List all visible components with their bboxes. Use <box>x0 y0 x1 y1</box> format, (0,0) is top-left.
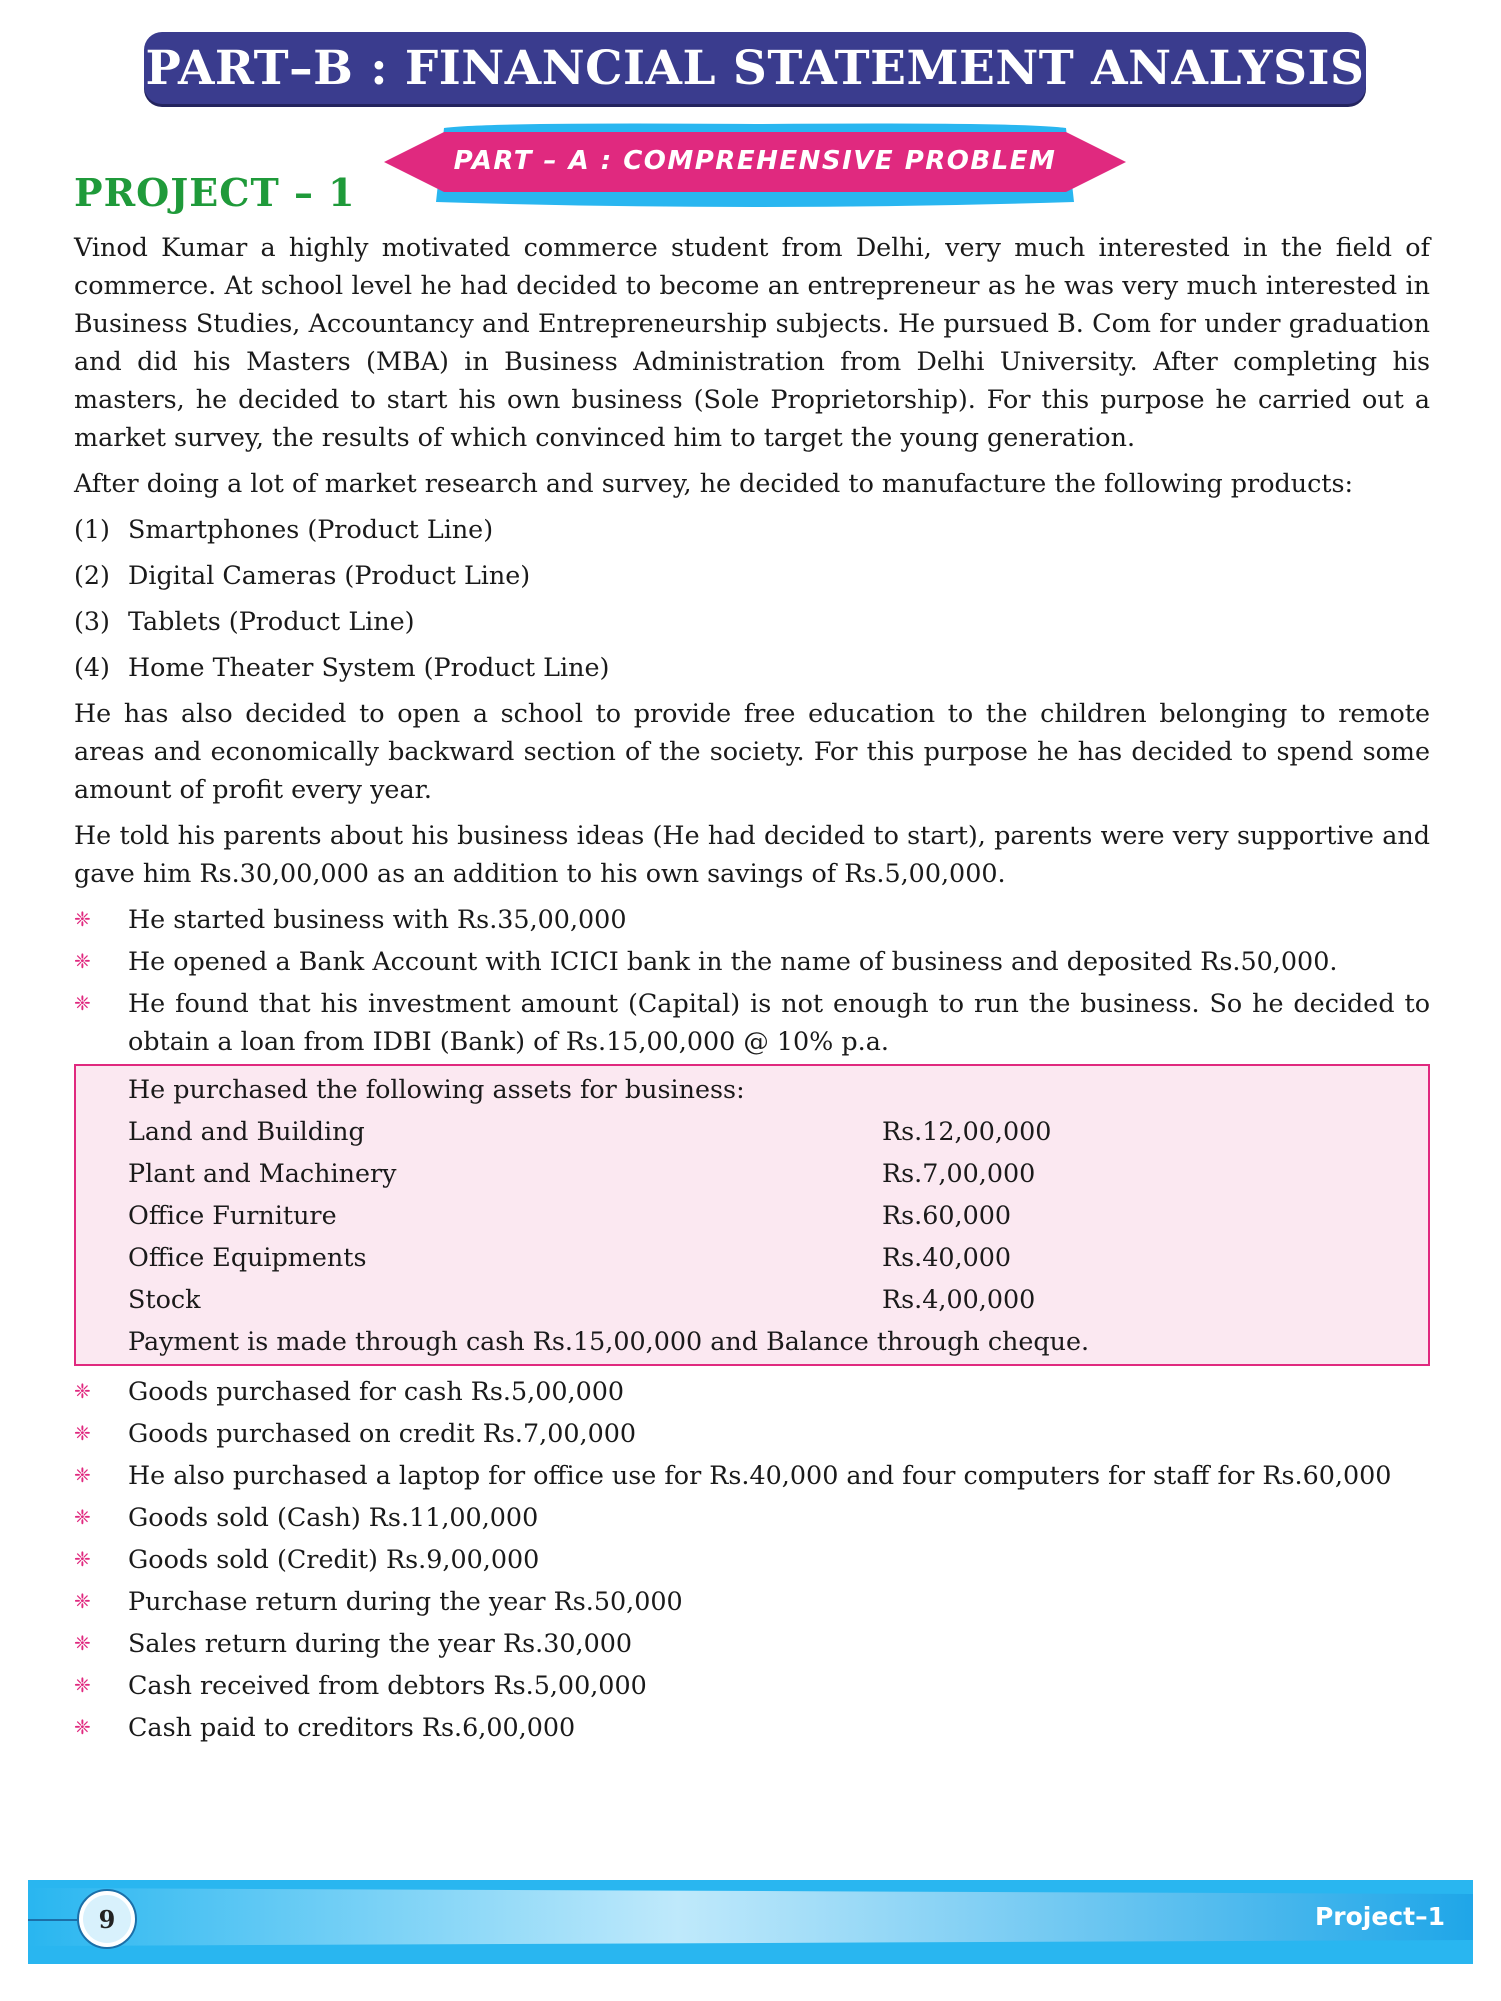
bullet-item <box>74 1708 1430 1746</box>
asset-name: Office Furniture <box>128 1200 337 1230</box>
bullet-item <box>74 1372 1430 1410</box>
bullet-text: Cash paid to creditors Rs.6,00,000 <box>128 1712 576 1742</box>
bullet-item <box>74 1582 1430 1620</box>
asset-row <box>128 1110 1428 1152</box>
asset-row <box>128 1194 1428 1236</box>
asset-row <box>128 1152 1428 1194</box>
bullet-star-icon: ❈ <box>74 1715 91 1739</box>
product-text: Smartphones (Product Line) <box>128 514 494 544</box>
asset-amount: Rs.4,00,000 <box>882 1284 1036 1314</box>
bullet-text: He also purchased a laptop for office use for Rs.40,000 and four computers for staff for Rs.60,000 <box>128 1460 1392 1490</box>
product-item <box>74 556 1430 594</box>
product-text: Digital Cameras (Product Line) <box>128 560 531 590</box>
bullet-star-icon: ❈ <box>74 1463 91 1487</box>
product-text: Tablets (Product Line) <box>128 606 415 636</box>
sub-banner-label: PART – A : COMPREHENSIVE PROBLEM <box>453 146 1057 176</box>
bullet-text: He found that his investment amount (Capital) is not enough to run the business. So he decided to obtain a loan from IDBI (Bank) of Rs.15,00,000 @ 10% p.a. <box>128 988 1430 1056</box>
bullet-text: Purchase return during the year Rs.50,000 <box>128 1586 683 1616</box>
part-a-ribbon <box>384 122 1126 208</box>
bullet-item <box>74 900 1430 938</box>
banner-title: PART–B : FINANCIAL STATEMENT ANALYSIS <box>145 40 1365 96</box>
project-title: PROJECT – 1 <box>74 170 356 215</box>
product-number: (4) <box>74 652 110 682</box>
footer-bar <box>28 1880 1473 1964</box>
asset-name: Plant and Machinery <box>128 1158 397 1188</box>
asset-amount: Rs.40,000 <box>882 1242 1012 1272</box>
bullet-star-icon: ❈ <box>74 1673 91 1697</box>
bullet-text: Goods sold (Credit) Rs.9,00,000 <box>128 1544 540 1574</box>
parents-paragraph: He told his parents about his business ideas (He had decided to start), parents were very supportive and gave him Rs.30,00,000 as an addition to his own savings of Rs.5,00,000. <box>74 820 1430 888</box>
product-item <box>74 648 1430 686</box>
bullet-star-icon: ❈ <box>74 1589 91 1613</box>
asset-name: Land and Building <box>128 1116 365 1146</box>
product-text: Home Theater System (Product Line) <box>128 652 610 682</box>
bullet-star-icon: ❈ <box>74 949 91 973</box>
page-footer <box>28 1880 1473 1964</box>
school-paragraph: He has also decided to open a school to provide free education to the children belonging to remote areas and economically backward section of the society. For this purpose he has decided to spend some amount of profit every year. <box>74 698 1430 804</box>
asset-amount: Rs.7,00,000 <box>882 1158 1036 1188</box>
assets-payment-note: Payment is made through cash Rs.15,00,000 and Balance through cheque. <box>128 1326 1090 1356</box>
footer-label: Project–1 <box>1314 1902 1445 1931</box>
asset-row <box>128 1236 1428 1278</box>
bullet-star-icon: ❈ <box>74 907 91 931</box>
product-number: (1) <box>74 514 110 544</box>
bullet-item <box>74 1666 1430 1704</box>
products-intro: After doing a lot of market research and survey, he decided to manufacture the following products: <box>74 468 1354 498</box>
bullet-text: He opened a Bank Account with ICICI bank in the name of business and deposited Rs.50,000. <box>128 946 1338 976</box>
main-content <box>74 228 1430 1750</box>
bullet-item <box>74 1456 1430 1494</box>
products-list <box>74 510 1430 686</box>
bullet-item <box>74 1498 1430 1536</box>
intro-paragraph: Vinod Kumar a highly motivated commerce student from Delhi, very much interested in the field of commerce. At school level he had decided to become an entrepreneur as he was very much interested in Business Studies, Accountancy and Entrepreneurship subjects. He pursued B. Com for under graduation and did his Masters (MBA) in Business Administration from Delhi University. After completing his masters, he decided to start his own business (Sole Proprietorship). For this purpose he carried out a market survey, the results of which convinced him to target the young generation. <box>74 232 1430 452</box>
bullet-text: Sales return during the year Rs.30,000 <box>128 1628 633 1658</box>
bullet-list-a <box>74 900 1430 1060</box>
bullet-text: Goods sold (Cash) Rs.11,00,000 <box>128 1502 539 1532</box>
bullet-star-icon: ❈ <box>74 1547 91 1571</box>
bullet-star-icon: ❈ <box>74 991 91 1015</box>
asset-amount: Rs.12,00,000 <box>882 1116 1052 1146</box>
bullet-item <box>74 1540 1430 1578</box>
bullet-star-icon: ❈ <box>74 1421 91 1445</box>
asset-name: Stock <box>128 1284 201 1314</box>
asset-amount: Rs.60,000 <box>882 1200 1012 1230</box>
product-item <box>74 602 1430 640</box>
bullet-star-icon: ❈ <box>74 1505 91 1529</box>
product-number: (3) <box>74 606 110 636</box>
page-number: 9 <box>98 1904 116 1934</box>
part-b-banner <box>144 32 1366 104</box>
bullet-item <box>74 1624 1430 1662</box>
bullet-star-icon: ❈ <box>74 1631 91 1655</box>
asset-rows <box>128 1110 1428 1320</box>
bullet-text: He started business with Rs.35,00,000 <box>128 904 627 934</box>
assets-box <box>74 1064 1430 1366</box>
bullet-text: Cash received from debtors Rs.5,00,000 <box>128 1670 647 1700</box>
bullet-star-icon: ❈ <box>74 1379 91 1403</box>
bullet-item <box>74 984 1430 1060</box>
product-item <box>74 510 1430 548</box>
assets-heading: He purchased the following assets for business: <box>128 1074 745 1104</box>
bullet-item <box>74 1414 1430 1452</box>
bullet-list-b <box>74 1372 1430 1746</box>
asset-row <box>128 1278 1428 1320</box>
bullet-item <box>74 942 1430 980</box>
asset-name: Office Equipments <box>128 1242 367 1272</box>
product-number: (2) <box>74 560 110 590</box>
bullet-text: Goods purchased on credit Rs.7,00,000 <box>128 1418 637 1448</box>
bullet-text: Goods purchased for cash Rs.5,00,000 <box>128 1376 625 1406</box>
